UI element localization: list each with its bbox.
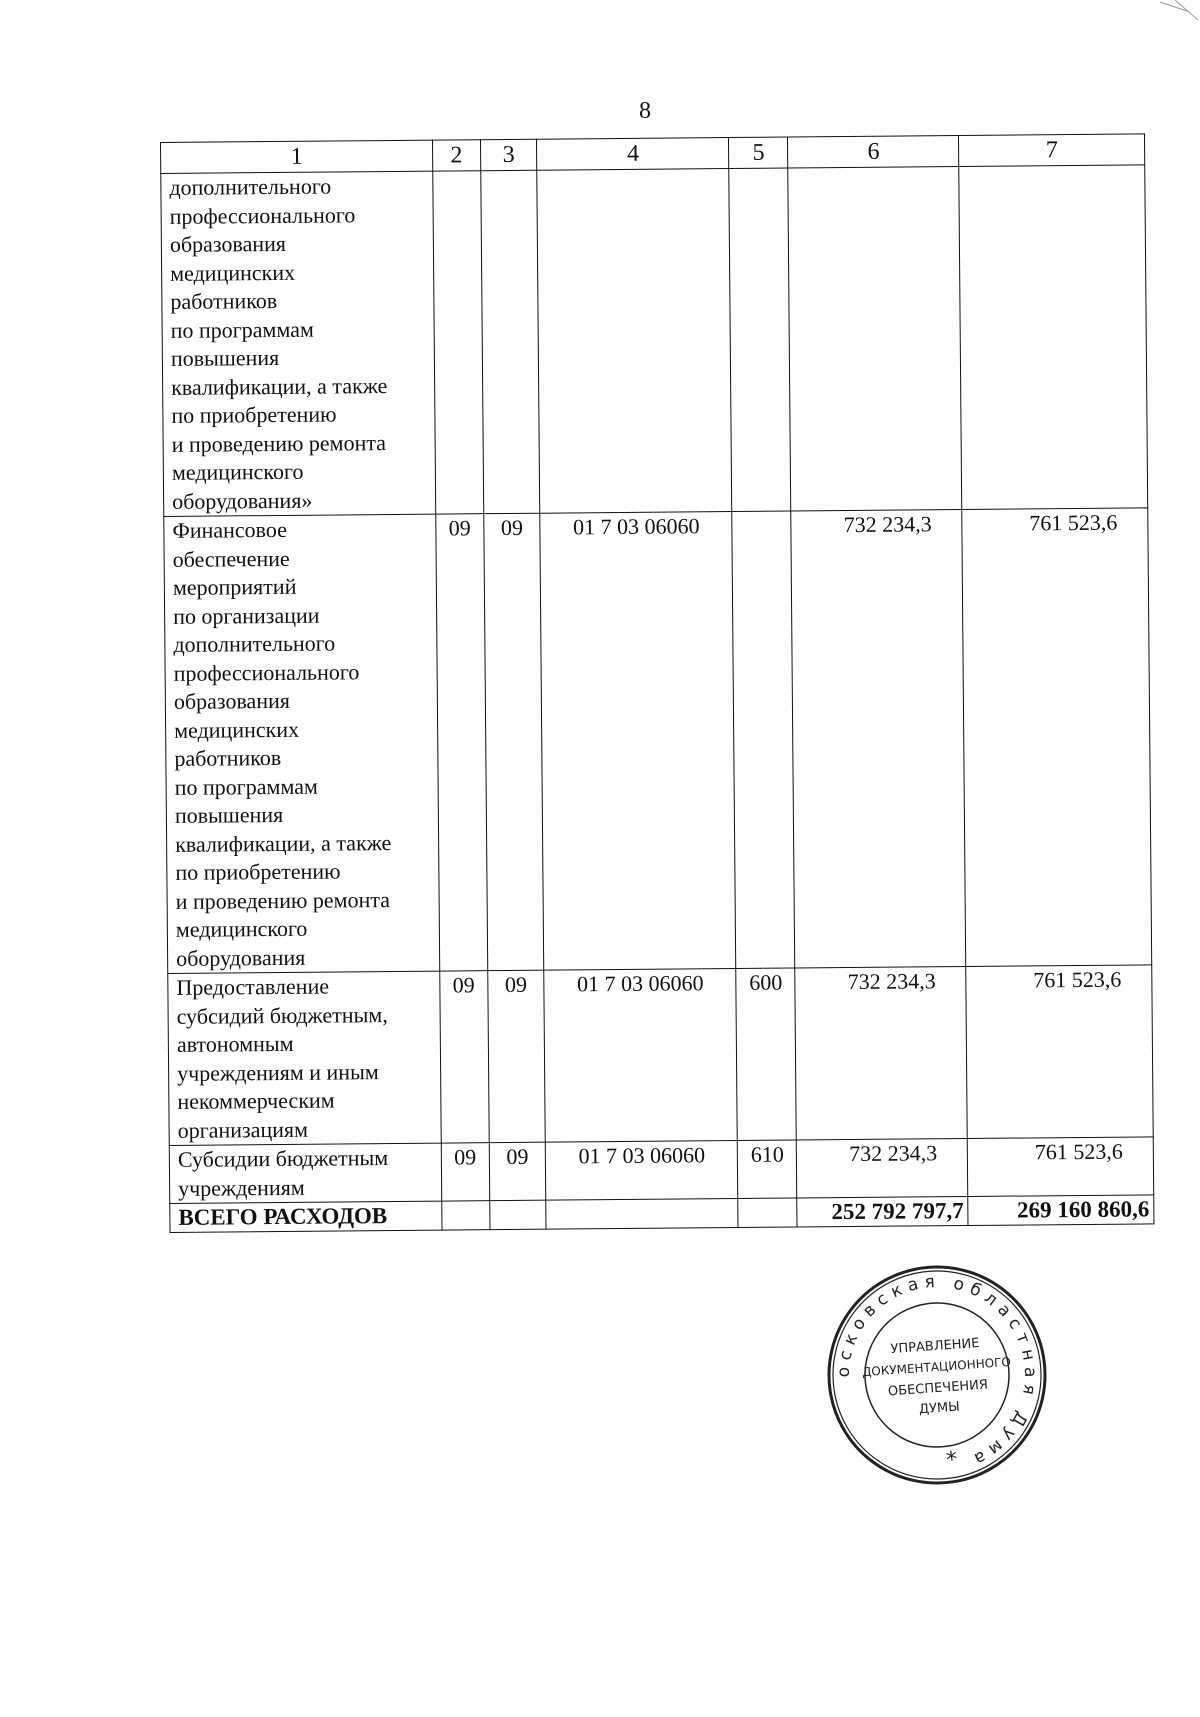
row-name-line: квалификации, а также — [171, 372, 388, 400]
row-name-line: по программам — [174, 773, 318, 800]
header-cell: 6 — [788, 136, 959, 168]
amount-year2-cell: 761 523,6 — [962, 508, 1152, 967]
row-name-line: мероприятий — [172, 573, 297, 600]
row-name-line: квалификации, а также — [175, 829, 392, 857]
row-name-line: Предоставление — [176, 973, 330, 1000]
row-name-line: автономным — [176, 1030, 294, 1057]
empty-cell — [442, 1201, 490, 1230]
amount-year2-cell: 761 523,6 — [966, 965, 1153, 1139]
amount-year1-cell: 732 234,3 — [791, 510, 966, 968]
table-row — [161, 165, 1148, 517]
target-article-cell: 01 7 03 06060 — [544, 969, 737, 1143]
section-code-cell: 09 — [436, 514, 487, 971]
row-name-line: учреждениям — [178, 1174, 305, 1201]
row-name-line: оборудования» — [172, 487, 313, 514]
row-name-line: и проведению ремонта — [175, 886, 391, 914]
empty-cell — [489, 1200, 546, 1229]
row-name-line: дополнительного — [169, 173, 332, 200]
row-name-line: учреждениям и иным — [177, 1058, 379, 1086]
row-name-line: медицинского — [171, 458, 304, 485]
row-name-line: медицинских — [174, 716, 300, 743]
subsection-code-cell — [480, 170, 540, 513]
subsection-code-cell: 09 — [489, 1142, 546, 1200]
row-name-line: образования — [169, 230, 287, 257]
header-cell: 3 — [480, 139, 537, 170]
amount-year2-cell — [959, 165, 1148, 510]
section-code-cell: 09 — [440, 971, 489, 1143]
subsection-code-cell: 09 — [483, 513, 544, 970]
row-name-line: и проведению ремонта — [171, 429, 387, 457]
seal-line-2: ДОКУМЕНТАЦИОННОГО — [861, 1354, 1012, 1380]
target-article-cell: 01 7 03 06060 — [540, 512, 736, 971]
row-name-line: работников — [170, 287, 278, 314]
budget-table — [160, 133, 1154, 1233]
amount-year1-cell — [788, 167, 962, 511]
row-name-line: медицинских — [170, 259, 296, 286]
expense-type-cell — [729, 168, 791, 512]
row-name-line: по приобретению — [175, 858, 341, 885]
total-label: ВСЕГО РАСХОДОВ — [170, 1201, 442, 1232]
row-name-line: профессионального — [169, 201, 356, 229]
row-name-line: субсидий бюджетным, — [176, 1001, 388, 1029]
empty-cell — [738, 1198, 797, 1228]
row-name-line: Субсидии бюджетным — [177, 1145, 389, 1172]
total-year1: 252 792 797,7 — [797, 1196, 968, 1226]
section-code-cell: 09 — [441, 1143, 489, 1201]
row-name-cell — [168, 971, 442, 1145]
table-row — [169, 1137, 1153, 1204]
row-name-line: Финансовое — [172, 516, 288, 543]
row-name-line: образования — [173, 687, 291, 714]
scan-mark — [1150, 0, 1200, 40]
expense-type-cell: 600 — [736, 968, 797, 1141]
official-seal — [822, 1260, 1052, 1490]
row-name-line: повышения — [174, 801, 284, 828]
seal-line-3: ОБЕСПЕЧЕНИЯ — [887, 1377, 989, 1400]
row-name-line: работников — [174, 744, 282, 771]
amount-year1-cell: 732 234,3 — [797, 1138, 968, 1197]
section-code-cell — [433, 171, 483, 514]
header-cell: 7 — [959, 134, 1145, 167]
table-row — [164, 508, 1152, 974]
expense-type-cell — [732, 511, 795, 968]
row-name-line: профессионального — [173, 658, 360, 686]
row-name-line: обеспечение — [172, 545, 290, 572]
row-name-line: оборудования — [176, 944, 306, 971]
seal-star-icon: * — [944, 1447, 960, 1474]
target-article-cell — [537, 169, 732, 514]
page-number: 8 — [639, 98, 651, 124]
row-name-line: медицинского — [175, 915, 308, 942]
total-year2: 269 160 860,6 — [968, 1195, 1154, 1226]
amount-year2-cell: 761 523,6 — [968, 1137, 1154, 1197]
row-name-line: по приобретению — [171, 401, 337, 428]
empty-cell — [546, 1198, 738, 1229]
row-name-cell — [169, 1143, 442, 1203]
seal-ring-text: Московская областная Дума — [833, 1271, 1041, 1472]
row-name-line: некоммерческим — [177, 1087, 335, 1114]
row-name-line: по программам — [170, 316, 314, 343]
row-name-cell — [164, 514, 440, 973]
row-name-line: организациям — [177, 1116, 309, 1143]
row-name-line: по организации — [173, 602, 320, 629]
header-cell: 1 — [161, 140, 433, 173]
table-row — [168, 965, 1153, 1146]
target-article-cell: 01 7 03 06060 — [546, 1140, 738, 1200]
header-cell: 4 — [537, 138, 729, 171]
row-name-cell — [161, 171, 436, 516]
header-cell: 2 — [433, 140, 481, 171]
row-name-line: дополнительного — [173, 630, 336, 657]
amount-year1-cell: 732 234,3 — [795, 966, 967, 1139]
header-cell: 5 — [729, 137, 788, 169]
expense-type-cell: 610 — [738, 1140, 798, 1199]
seal-line-1: УПРАВЛЕНИЕ — [890, 1335, 980, 1358]
subsection-code-cell: 09 — [487, 970, 545, 1142]
row-name-line: повышения — [170, 344, 280, 371]
seal-line-4: ДУМЫ — [918, 1399, 961, 1418]
